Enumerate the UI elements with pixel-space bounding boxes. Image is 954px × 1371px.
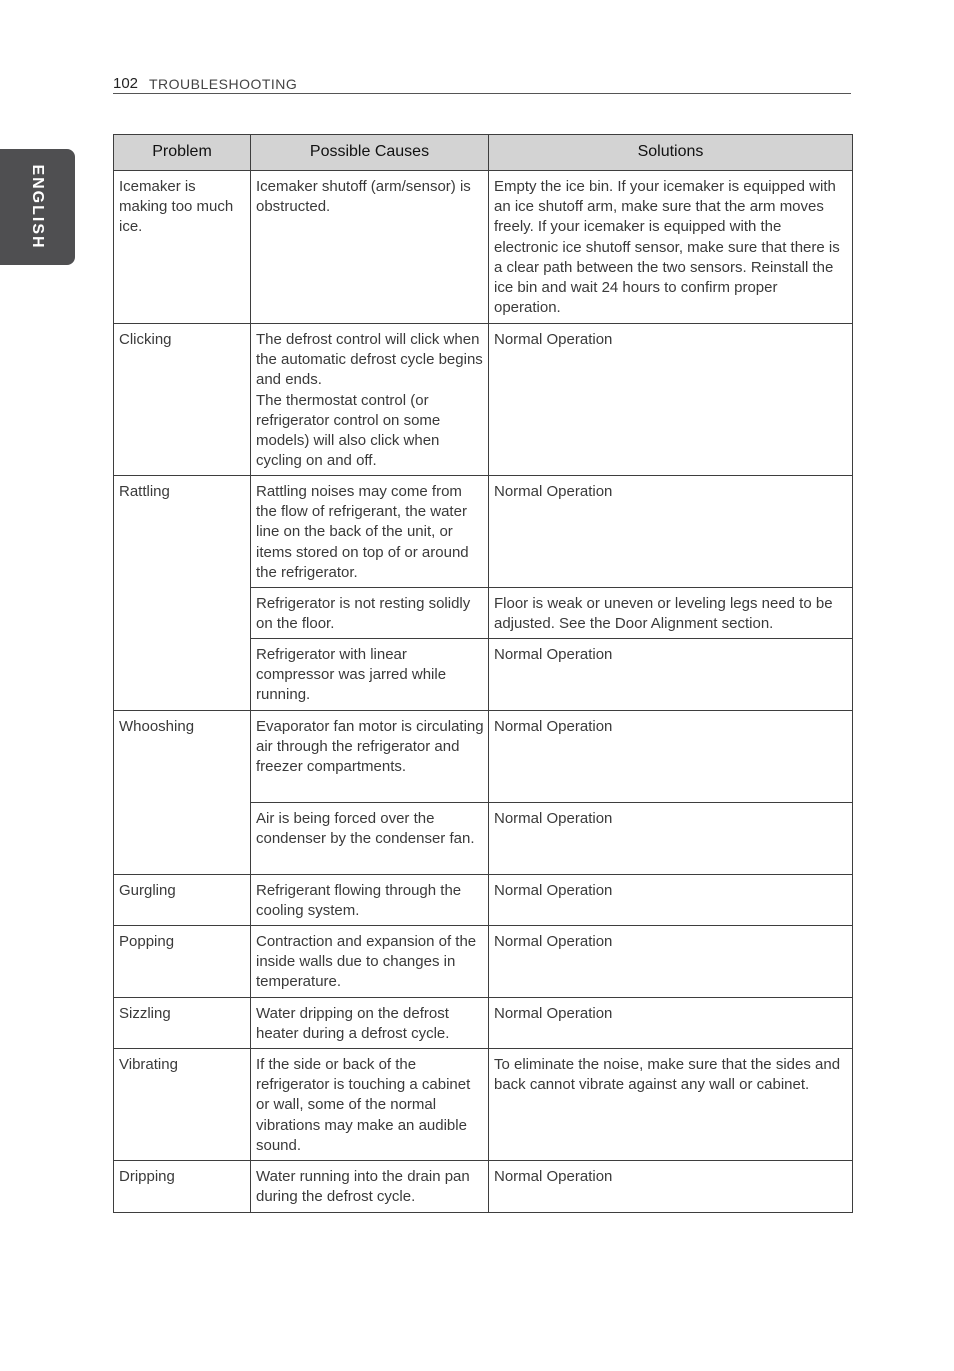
solution-cell: Normal Operation [489, 324, 853, 476]
solution-cell: Normal Operation [489, 875, 853, 926]
solution-cell: Normal Operation [489, 926, 853, 998]
solution-cell: Floor is weak or uneven or leveling legs need to be adjusted. See the Door Alignment section. [489, 588, 853, 639]
table-row [114, 875, 853, 926]
solution-cell: Normal Operation [489, 998, 853, 1049]
problem-cell: Clicking [114, 324, 251, 476]
table-row [114, 171, 853, 324]
solution-cell: Normal Operation [489, 803, 853, 875]
cause-cell: Refrigerator is not resting solidly on the floor. [251, 588, 489, 639]
solution-cell: Normal Operation [489, 476, 853, 588]
table-row [114, 1049, 853, 1161]
language-label: ENGLISH [29, 164, 46, 250]
column-header-problem: Problem [114, 135, 251, 171]
problem-cell: Popping [114, 926, 251, 998]
cause-cell: Evaporator fan motor is circulating air through the refrigerator and freezer compartments. [251, 711, 489, 803]
solution-cell: Empty the ice bin. If your icemaker is equipped with an ice shutoff arm, make sure that the arm moves freely. If your icemaker is equipped with the electronic ice shutoff sensor, make sure that there is a clear path between the two sensors. Reinstall the ice bin and wait 24 hours to confirm proper operation. [489, 171, 853, 324]
troubleshooting-table [113, 134, 853, 1213]
problem-cell: Dripping [114, 1161, 251, 1213]
problem-cell: Sizzling [114, 998, 251, 1049]
table-row [114, 998, 853, 1049]
table-row [114, 711, 853, 803]
column-header-solutions: Solutions [489, 135, 853, 171]
problem-cell: Whooshing [114, 711, 251, 875]
table-row [114, 926, 853, 998]
cause-cell: Icemaker shutoff (arm/sensor) is obstructed. [251, 171, 489, 324]
section-title: TROUBLESHOOTING [149, 76, 298, 92]
column-header-causes: Possible Causes [251, 135, 489, 171]
problem-cell: Gurgling [114, 875, 251, 926]
table-row [114, 1161, 853, 1213]
problem-cell: Rattling [114, 476, 251, 711]
cause-cell: If the side or back of the refrigerator is touching a cabinet or wall, some of the normal vibrations may make an audible sound. [251, 1049, 489, 1161]
problem-cell: Vibrating [114, 1049, 251, 1161]
solution-cell: To eliminate the noise, make sure that the sides and back cannot vibrate against any wall or cabinet. [489, 1049, 853, 1161]
cause-cell: Rattling noises may come from the flow of refrigerant, the water line on the back of the unit, or items stored on top of or around the refrigerator. [251, 476, 489, 588]
page-header [113, 74, 851, 94]
table-row [114, 476, 853, 588]
language-tab [0, 149, 75, 265]
cause-cell: Refrigerator with linear compressor was jarred while running. [251, 639, 489, 711]
table-row [114, 324, 853, 476]
solution-cell: Normal Operation [489, 711, 853, 803]
page-number: 102 [113, 75, 139, 92]
cause-cell: Water running into the drain pan during the defrost cycle. [251, 1161, 489, 1213]
table-header-row [114, 135, 853, 171]
problem-cell: Icemaker is making too much ice. [114, 171, 251, 324]
cause-cell: Air is being forced over the condenser by the condenser fan. [251, 803, 489, 875]
solution-cell: Normal Operation [489, 1161, 853, 1213]
cause-cell: Refrigerant flowing through the cooling system. [251, 875, 489, 926]
cause-cell: The defrost control will click when the automatic defrost cycle begins and ends. The thermostat control (or refrigerator control on some models) will also click when cycling on and off. [251, 324, 489, 476]
cause-cell: Contraction and expansion of the inside walls due to changes in temperature. [251, 926, 489, 998]
solution-cell: Normal Operation [489, 639, 853, 711]
cause-cell: Water dripping on the defrost heater during a defrost cycle. [251, 998, 489, 1049]
